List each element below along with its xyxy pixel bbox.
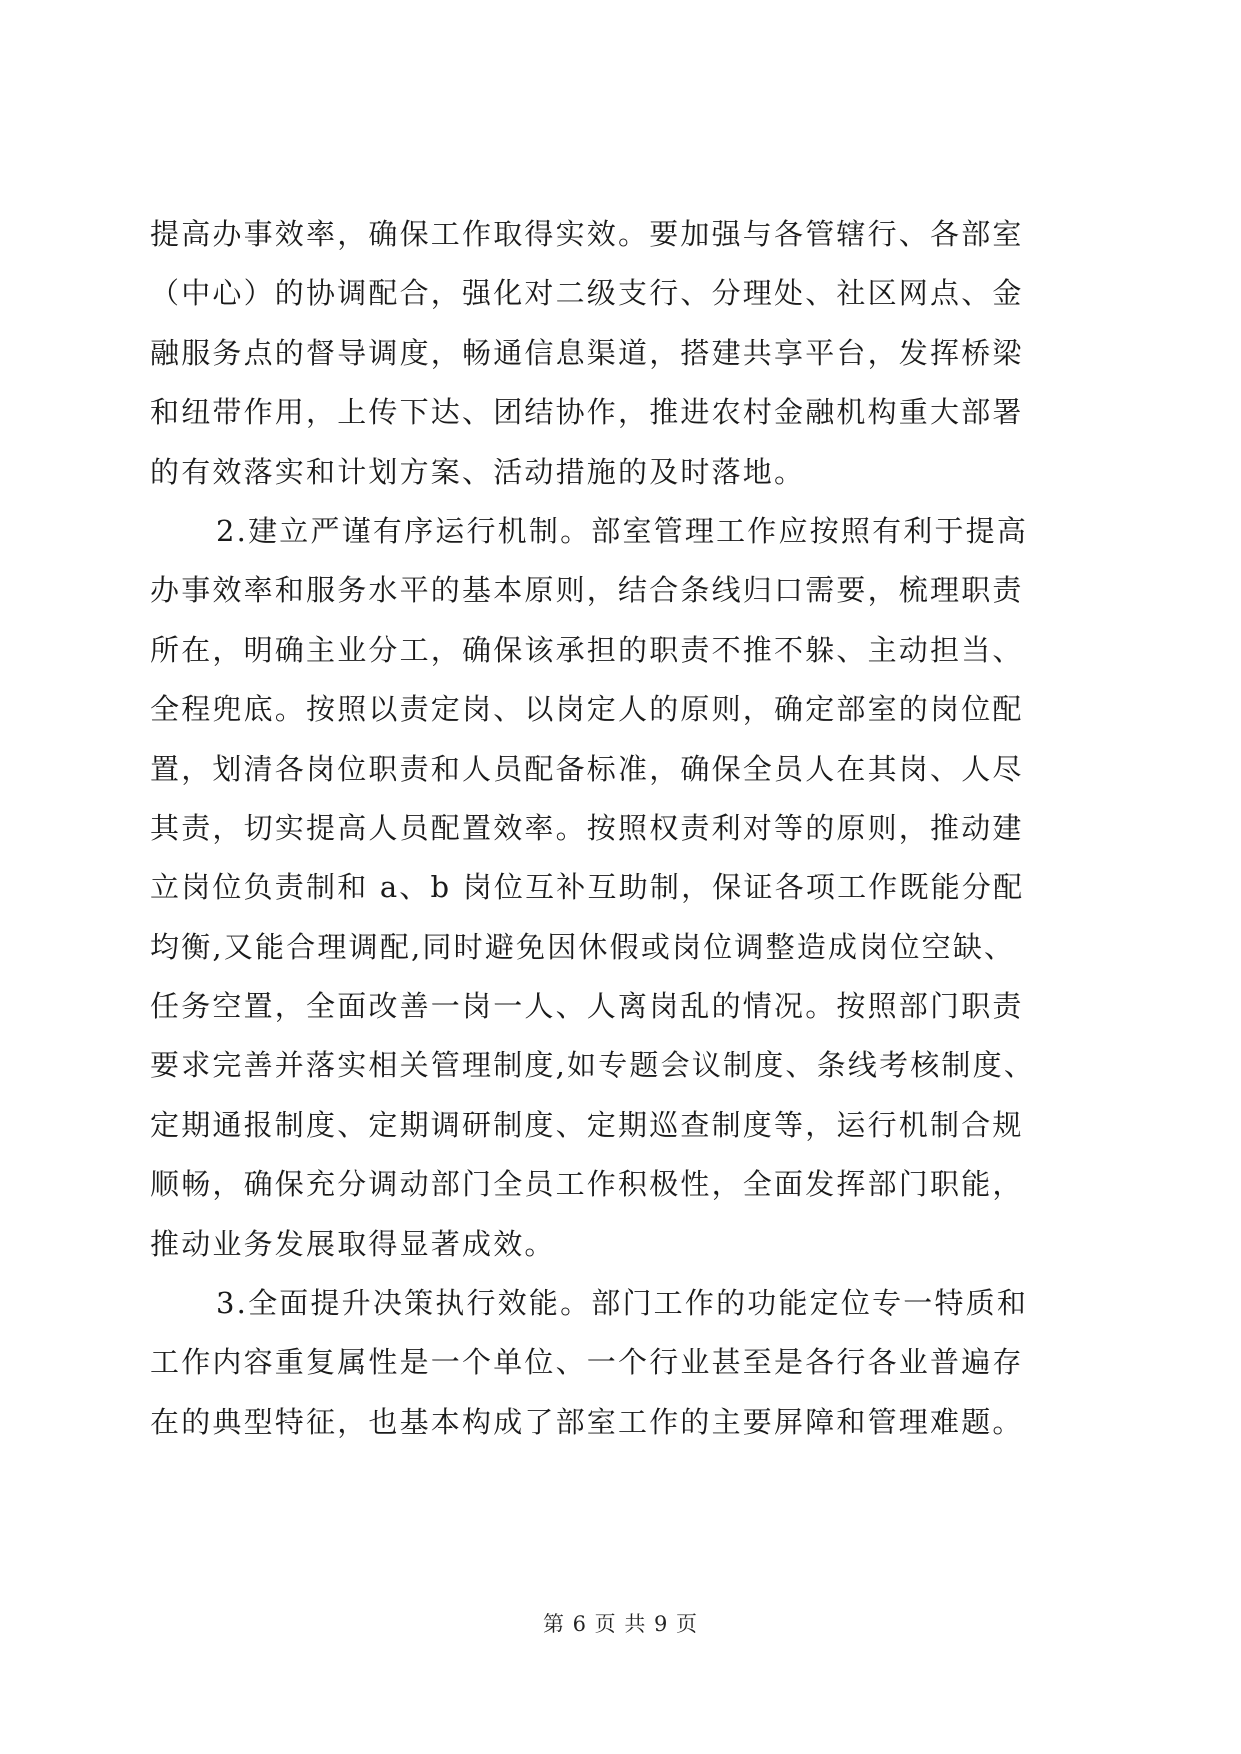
text-line: 其责，切实提高人员配置效率。按照权责利对等的原则，推动建 [150,810,1024,845]
text-line: 置，划清各岗位职责和人员配备标准，确保全员人在其岗、人尽 [150,751,1024,786]
text-line: 所在，明确主业分工，确保该承担的职责不推不躲、主动担当、 [150,632,1024,667]
text-line: 全程兜底。按照以责定岗、以岗定人的原则，确定部室的岗位配 [150,692,1024,727]
text-line: 工作内容重复属性是一个单位、一个行业甚至是各行各业普遍存 [150,1345,1024,1380]
text-line: 立岗位负责制和 a、b 岗位互补互助制，保证各项工作既能分配 [150,870,1025,905]
text-line: 顺畅，确保充分调动部门全员工作积极性，全面发挥部门职能， [150,1167,1024,1202]
text-line: 3.全面提升决策执行效能。部门工作的功能定位专一特质和 [216,1286,1029,1321]
text-line: 2.建立严谨有序运行机制。部室管理工作应按照有利于提高 [216,513,1029,548]
text-line: （中心）的协调配合，强化对二级支行、分理处、社区网点、金 [150,276,1024,311]
text-line: 定期通报制度、定期调研制度、定期巡查制度等，运行机制合规 [150,1107,1024,1142]
text-line: 推动业务发展取得显著成效。 [150,1226,556,1261]
text-line: 融服务点的督导调度，畅通信息渠道，搭建共享平台，发挥桥梁 [150,335,1024,370]
text-line: 和纽带作用，上传下达、团结协作，推进农村金融机构重大部署 [150,395,1024,430]
page-footer: 第 6 页 共 9 页 [542,1612,699,1636]
document-body [150,205,1085,1452]
text-line: 的有效落实和计划方案、活动措施的及时落地。 [150,454,806,489]
text-line: 提高办事效率，确保工作取得实效。要加强与各管辖行、各部室 [150,217,1024,251]
text-line: 办事效率和服务水平的基本原则，结合条线归口需要，梳理职责 [150,573,1024,608]
text-line: 任务空置，全面改善一岗一人、人离岗乱的情况。按照部门职责 [150,989,1024,1024]
text-line: 均衡,又能合理调配,同时避免因休假或岗位调整造成岗位空缺、 [150,929,1016,964]
text-line: 在的典型特征，也基本构成了部室工作的主要屏障和管理难题。 [150,1404,1024,1439]
text-line: 要求完善并落实相关管理制度,如专题会议制度、条线考核制度、 [150,1048,1036,1083]
